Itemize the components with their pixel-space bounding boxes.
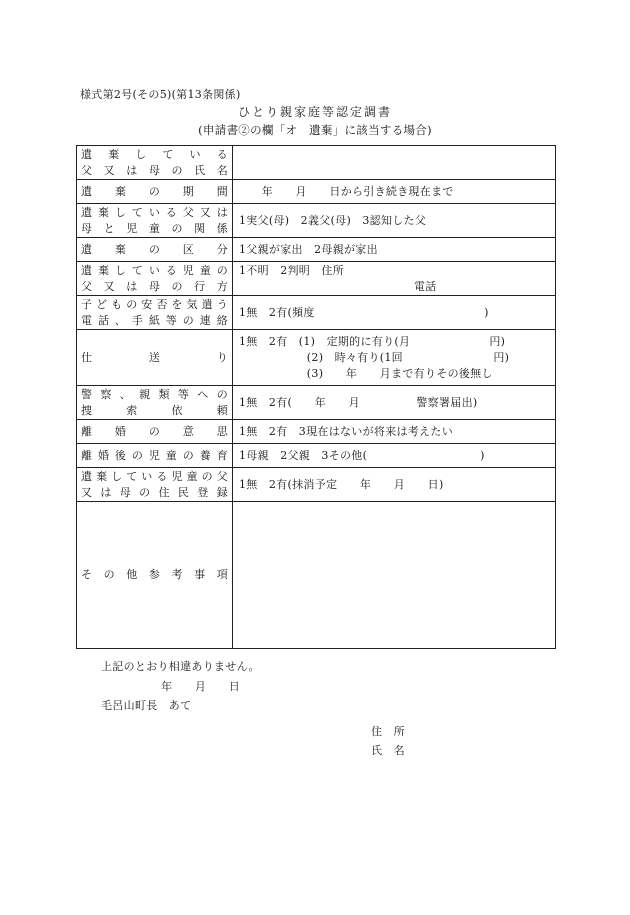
survey-table [76,145,556,649]
label-line: 母と児童の関係 [81,221,228,235]
value-line: (3) 年 月まで有りその後無し [239,366,493,380]
value-line: (2) 時々有り(1回 円) [239,350,510,364]
label-line: 又は母の住民登録 [81,485,228,499]
label-line: 遺 棄 し て い る [81,147,228,161]
row-label [77,502,233,649]
table-row [77,444,556,468]
label-line: 捜 索 依 頼 [81,403,228,417]
label-line: 警察、親類等への [81,387,228,401]
label-line: 電話、手紙等の連絡 [81,313,228,327]
abandonment-type-field[interactable] [233,238,556,262]
row-label [77,262,233,296]
abandonment-period-field[interactable] [233,180,556,204]
form-id: 様式第2号(その5)(第13条関係) [80,88,241,101]
declaration: 上記のとおり相違ありません。 [101,660,260,673]
row-label [77,468,233,502]
value-line: 1無 2有 (1) 定期的に有り(月 円) [239,334,506,348]
label-line: 父又は母の行方 [81,279,228,293]
table-row [77,238,556,262]
table-row [77,468,556,502]
value-line: 1父親が家出 2母親が家出 [239,242,378,256]
name-label[interactable]: 氏 名 [371,744,405,757]
phone-label: 電話 [414,279,437,293]
table-row [77,502,556,649]
document-title: ひとり親家庭等認定調書 [237,105,392,119]
table-row [77,180,556,204]
whereabouts-field[interactable] [233,262,556,296]
value-line: 1無 2有( 年 月 警察署届出) [239,395,478,409]
label-line: 遺棄している児童の [81,263,228,277]
value-line: 1実父(母) 2義父(母) 3認知した父 [239,213,427,227]
document-subtitle: (申請書②の欄「オ 遺棄」に該当する場合) [198,123,432,137]
table-row [77,296,556,330]
search-request-field[interactable] [233,386,556,420]
label-line: 仕 送 り [81,350,228,364]
label-line: 父 又 は 母 の 氏 名 [81,163,228,177]
label-line: 遺棄している父又は [81,205,228,219]
table-row [77,386,556,420]
value-line: 1無 2有(頻度 ) [239,305,489,319]
row-label [77,330,233,386]
remarks-field[interactable] [233,502,556,649]
value-line: 年 月 日から引き続き現在まで [239,184,454,198]
address-label[interactable]: 住 所 [371,725,405,738]
label-line: 遺 棄 の 期 間 [81,184,228,198]
row-label [77,204,233,238]
label-line: そ の 他 参 考 事 項 [81,568,228,581]
table-row [77,204,556,238]
table-row [77,330,556,386]
row-label [77,444,233,468]
relationship-field[interactable] [233,204,556,238]
row-label [77,420,233,444]
remittance-field[interactable] [233,330,556,386]
label-line: 遺 棄 の 区 分 [81,242,228,256]
label-line: 子どもの安否を気遣う [81,297,228,311]
divorce-intent-field[interactable] [233,420,556,444]
parent-name-field[interactable] [233,146,556,180]
value-line: 1無 2有 3現在はないが将来は考えたい [239,424,453,438]
value-line: 1無 2有(抹消予定 年 月 日) [239,477,444,491]
table-row [77,262,556,296]
custody-field[interactable] [233,444,556,468]
addressee: 毛呂山町長 あて [101,699,192,712]
row-label [77,146,233,180]
resident-registration-field[interactable] [233,468,556,502]
row-label [77,296,233,330]
row-label [77,180,233,204]
row-label [77,386,233,420]
label-line: 離 婚 の 意 思 [81,424,228,438]
label-line: 離婚後の児童の養育 [81,448,228,462]
label-line: 遺棄している児童の父 [81,469,228,483]
contact-field[interactable] [233,296,556,330]
date-line[interactable]: 年 月 日 [161,680,241,693]
row-label [77,238,233,262]
value-line: 1母親 2父親 3その他( ) [239,448,485,462]
value-line: 1不明 2判明 住所 [239,263,344,277]
table-row [77,146,556,180]
table-row [77,420,556,444]
